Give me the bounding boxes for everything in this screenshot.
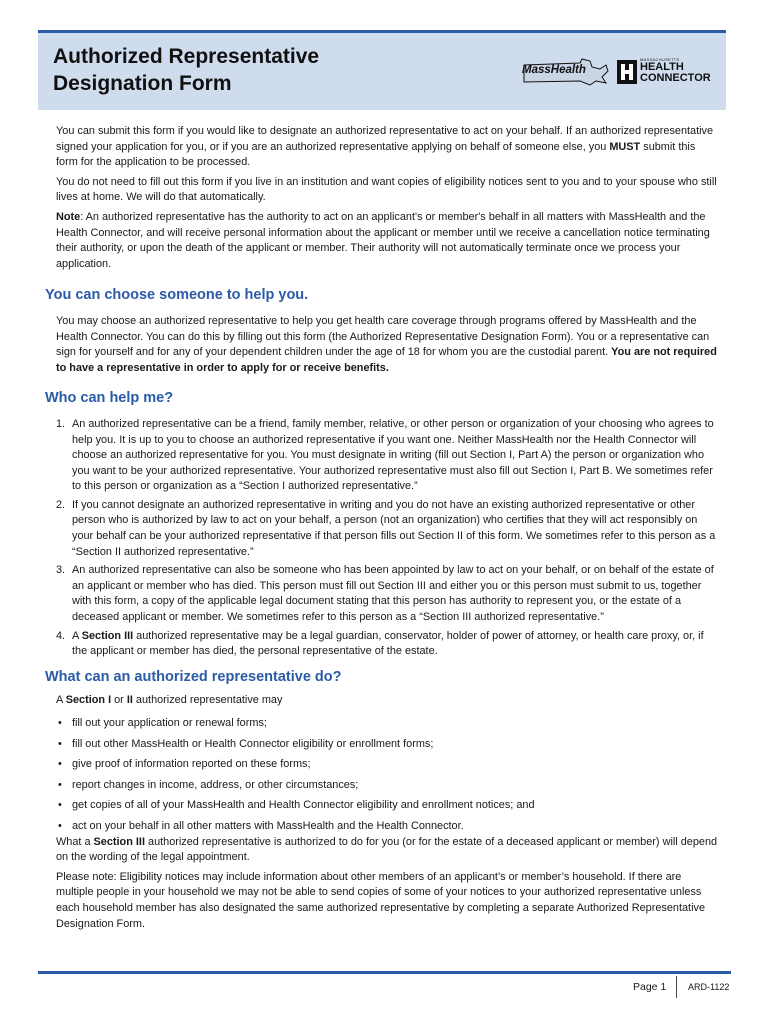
health-connector-logo: [616, 55, 716, 91]
bullet-icon: •: [58, 819, 62, 832]
choose-someone-emphasis: You are not required to have a representative in order to apply for or receive benefits.: [56, 346, 717, 374]
title-line-1: Authorized Representative: [53, 45, 320, 68]
header-banner: [38, 30, 726, 110]
bullet-text: fill out your application or renewal forms;: [72, 717, 267, 729]
list-number: 3.: [56, 564, 66, 577]
intro-p1-text: You can submit this form if you would like to designate an authorized representative to act on your behalf. If an authorized representative signed your application for you, or if you are an authorized representative applying on behalf of someone else, you: [56, 125, 714, 153]
choose-someone-text: You may choose an authorized representative to help you get health care coverage through programs offered by MassHealth and the Health Connector. You can do this by filling out this form (the Authorized Representative Designation Form). You or a representative can sign for yourself and for any of your dependent children under the age of 18 for whom you are the custodial parent.: [56, 314, 710, 359]
lead-emphasis-1: Section I: [65, 694, 112, 707]
section-iii-emphasis: Section III: [93, 835, 145, 848]
page-title: [53, 43, 319, 97]
bullet-text: report changes in income, address, or other circumstances;: [72, 778, 359, 791]
connector-state-label: MASSACHUSETTS: [640, 57, 680, 62]
list-number: 4.: [56, 629, 66, 642]
list-item: [56, 629, 720, 660]
title-line-2: Designation Form: [53, 72, 232, 95]
list-number: 1.: [56, 417, 66, 430]
lead-text-end: authorized representative may: [132, 694, 283, 707]
masshealth-wordmark: MassHealth: [522, 64, 586, 76]
list-item-text: A: [72, 629, 82, 642]
note-label: Note: [56, 210, 81, 223]
list-item: [56, 498, 720, 560]
bullet-item: [56, 778, 720, 794]
intro-paragraph-3: [56, 210, 720, 272]
footer-separator: [676, 976, 677, 998]
form-content: [45, 124, 720, 936]
form-code: ARD-1122: [688, 982, 730, 992]
rep-may-lead: [56, 693, 720, 709]
bullet-text: give proof of information reported on these forms;: [72, 758, 311, 771]
intro-paragraph-2: You do not need to fill out this form if you live in an institution and want copies of eligibility notices sent to you and to your spouse who still lives at home. We will do that automatically.: [56, 175, 717, 204]
note-text: : An authorized representative has the authority to act on an applicant's or member's behalf in all matters with MassHealth and the Health Connector, and will receive personal information about the applicant or member until we receive a cancellation notice terminating their authority, or upon the death of the applicant or member. Their authority will not automatically terminate once we process your application.: [56, 210, 710, 270]
heading-who-can-help: Who can help me?: [45, 390, 174, 407]
list-item-emphasis: Section III: [81, 629, 134, 642]
connector-wordmark-line2: CONNECTOR: [640, 72, 711, 84]
list-item-text: An authorized representative can be a friend, family member, relative, or other person or organization of your choosing who agrees to help you. It is up to you to choose an authorized representative if you want one. Neither MassHealth nor the Health Connector will choose an authorized representative for you. You must designate in writing (fill out Section I, Part A) the person or organization who you want to be your authorized representative. Your authorized representative must also fill out Section I, Part B. We sometimes refer to this person or organization as a “Section I authorized representative.”: [72, 417, 714, 493]
connector-wordmark-line1: HEALTH: [640, 61, 684, 73]
list-item: [56, 417, 720, 495]
bullet-text: get copies of all of your MassHealth and Health Connector eligibility and enrollment notices; and: [72, 799, 535, 812]
page-number: Page 1: [633, 981, 667, 993]
lead-emphasis-2: II: [126, 694, 133, 707]
bullet-item: [56, 798, 720, 814]
bullet-text: act on your behalf in all other matters with MassHealth and the Health Connector.: [72, 819, 464, 832]
bullet-icon: •: [58, 758, 62, 771]
bullet-item: [56, 737, 720, 753]
logos: [516, 51, 716, 95]
section-iii-text-end: authorized representative is authorized to do for you (or for the estate of a deceased applicant or member) will depend on the wording of the legal appointment.: [56, 835, 718, 864]
health-connector-icon: [616, 59, 638, 85]
list-item-text: An authorized representative can also be someone who has been appointed by law to act on your behalf, or on behalf of the estate of an applicant or member who has died. This person must fill out Section III and either you or this person must submit to us, together with this form, a copy of the applicable legal document stating that this person has authority to represent you, or the estate of a deceased applicant or member. We sometimes refer to this person as a “Section III authorized representative.”: [72, 564, 714, 624]
bullet-icon: •: [58, 717, 62, 729]
lead-text-or: or: [111, 694, 127, 707]
bullet-text: fill out other MassHealth or Health Connector eligibility or enrollment forms;: [72, 737, 434, 750]
bullet-icon: •: [58, 778, 62, 791]
list-item: [56, 563, 720, 625]
footer-divider: [38, 971, 731, 974]
lead-text: A: [56, 694, 66, 707]
masshealth-logo: [520, 55, 610, 91]
bullet-item: [56, 716, 720, 732]
list-item-text: If you cannot designate an authorized representative in writing and you do not have an existing authorized representative or other person who is authorized by law to act on your behalf, a person (not an organization) who certifies that they will act responsibly on your behalf can be your authorized representative if that person fills out Section II of this form. We sometimes refer to this person as a “Section II authorized representative.”: [72, 498, 716, 558]
section-iii-paragraph: [56, 835, 720, 866]
heading-what-can-rep-do: What can an authorized representative do?: [45, 668, 342, 685]
please-note-paragraph: Please note: Eligibility notices may include information about other members of an applicant’s or member’s household. If there are multiple people in your household we may not be able to send copies of some of your notices to your authorized representative unless each household member has also designated the same authorized representative by completing a separate Authorized Representative Designation Form.: [56, 870, 705, 930]
list-item-text-end: authorized representative may be a legal guardian, conservator, holder of power of attorney, or health care proxy, or, if the applicant or member has died, the personal representative of the estate.: [72, 629, 704, 658]
bullet-icon: •: [58, 737, 62, 750]
choose-someone-paragraph: [56, 314, 720, 376]
list-number: 2.: [56, 498, 66, 511]
intro-p1-emphasis: MUST: [609, 140, 641, 153]
section-iii-text: What a: [56, 835, 94, 848]
who-can-help-list: [56, 417, 720, 660]
intro-p1-text-end: submit this form for the application to be processed.: [56, 140, 696, 169]
intro-paragraph-1: [56, 124, 720, 171]
bullet-item: [56, 819, 720, 835]
bullet-icon: •: [58, 799, 62, 812]
heading-choose-someone: You can choose someone to help you.: [45, 287, 309, 304]
rep-abilities-list: [56, 716, 720, 835]
bullet-item: [56, 757, 720, 773]
